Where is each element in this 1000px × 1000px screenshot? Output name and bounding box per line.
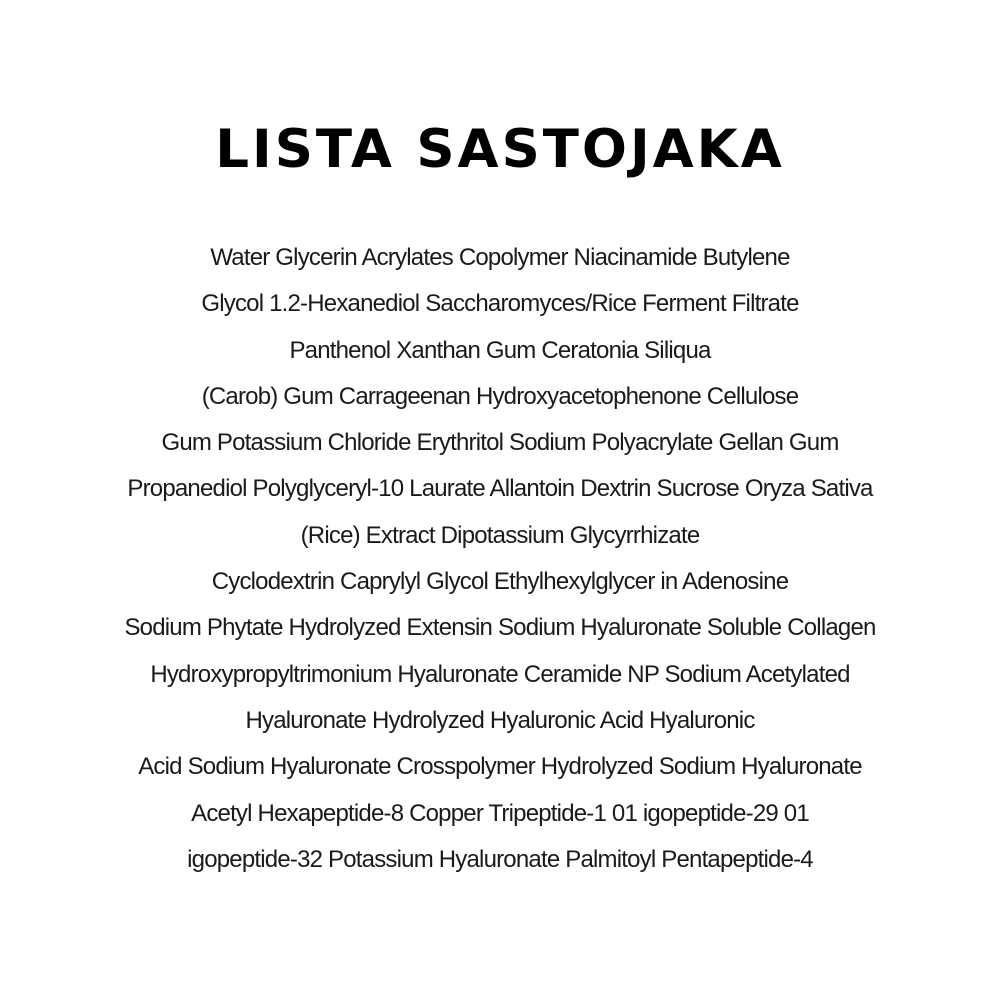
- ingredient-line: Propanediol Polyglyceryl-10 Laurate Allantoin Dextrin Sucrose Oryza Sativa: [127, 475, 873, 503]
- ingredient-line: Sodium Phytate Hydrolyzed Extensin Sodium Hyaluronate Soluble Collagen: [124, 614, 876, 642]
- ingredient-line: Hydroxypropyltrimonium Hyaluronate Ceramide NP Sodium Acetylated: [150, 660, 850, 688]
- ingredient-line: igopeptide-32 Potassium Hyaluronate Palmitoyl Pentapeptide-4: [187, 845, 813, 873]
- ingredient-line: Acid Sodium Hyaluronate Crosspolymer Hydrolyzed Sodium Hyaluronate: [138, 753, 862, 781]
- ingredient-line: Water Glycerin Acrylates Copolymer Niacinamide Butylene: [210, 244, 790, 271]
- page-title: LISTA SASTOJAKA: [215, 119, 785, 180]
- ingredient-line: (Carob) Gum Carrageenan Hydroxyacetophenone Cellulose: [201, 382, 799, 410]
- ingredient-list: [60, 235, 940, 883]
- ingredient-line: Gum Potassium Chloride Erythritol Sodium Polyacrylate Gellan Gum: [161, 429, 839, 457]
- ingredient-line: Cyclodextrin Caprylyl Glycol Ethylhexylglycer in Adenosine: [211, 568, 789, 596]
- ingredient-line: (Rice) Extract Dipotassium Glycyrrhizate: [300, 521, 700, 549]
- ingredient-line: Panthenol Xanthan Gum Ceratonia Siliqua: [289, 336, 711, 364]
- ingredient-line: Glycol 1.2-Hexanediol Saccharomyces/Rice Ferment Filtrate: [201, 290, 799, 318]
- ingredient-line: Acetyl Hexapeptide-8 Copper Tripeptide-1 01 igopeptide-29 01: [191, 799, 809, 827]
- ingredient-line: Hyaluronate Hydrolyzed Hyaluronic Acid Hyaluronic: [245, 706, 755, 734]
